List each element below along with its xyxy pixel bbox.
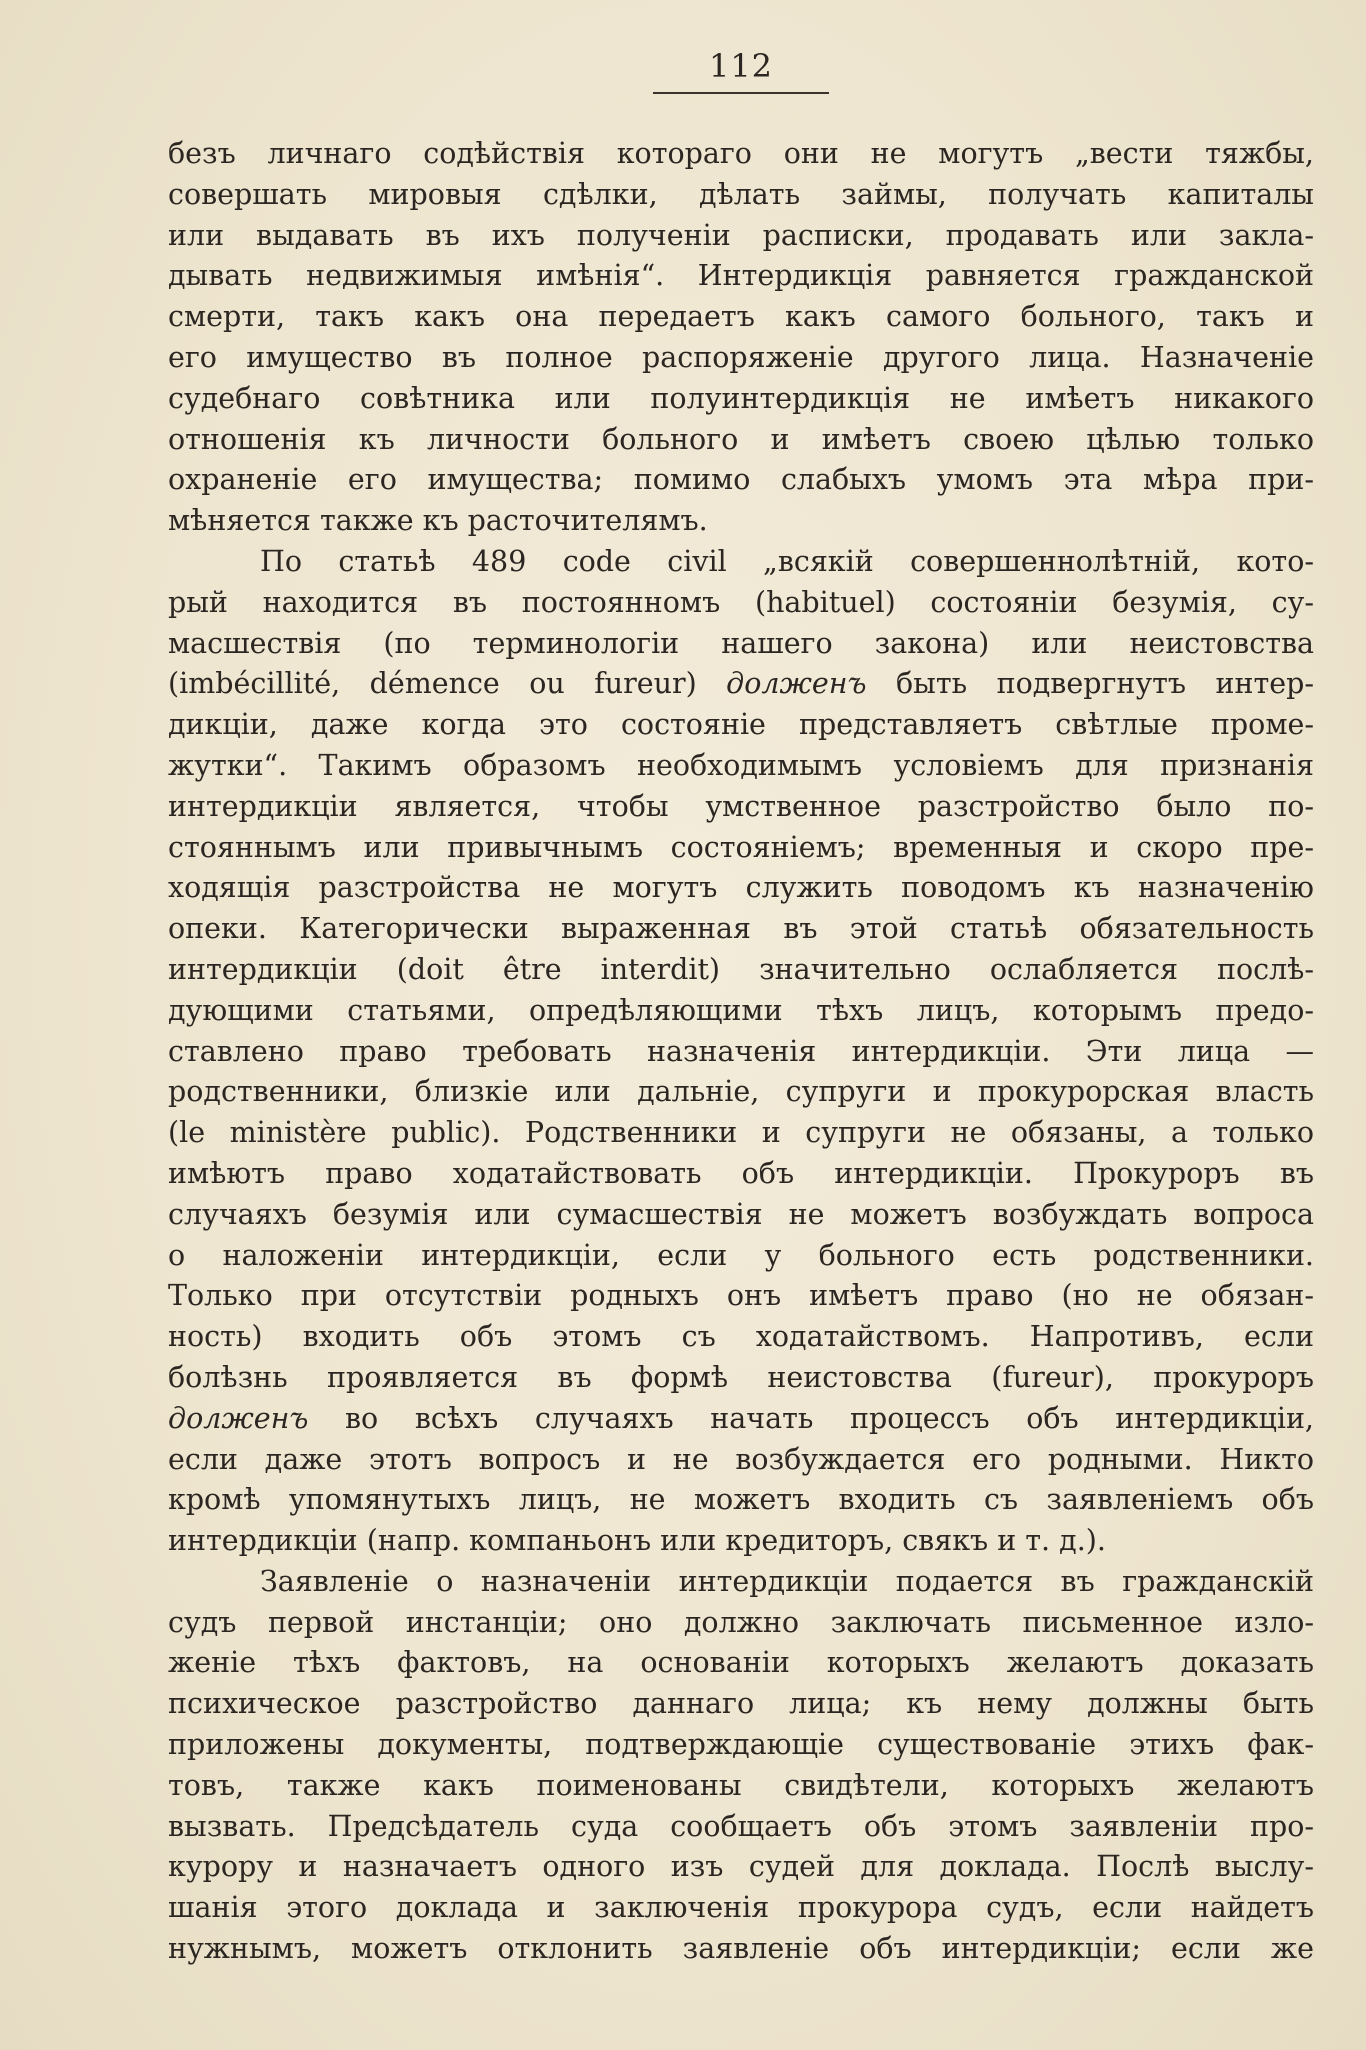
text-line: если даже этотъ вопросъ и не возбуждается его родными. Никто <box>168 1442 1314 1476</box>
text-line: интердикціи (doit être interdit) значительно ослабляется послѣ- <box>168 952 1314 986</box>
text-line: дующими статьями, опредѣляющими тѣхъ лицъ, которымъ предо- <box>168 993 1314 1027</box>
body-text <box>168 134 1314 1970</box>
text-line: ность) входить объ этомъ съ ходатайствомъ. Напротивъ, если <box>168 1320 1314 1354</box>
text-line: смерти, такъ какъ она передаетъ какъ самого больного, такъ и <box>168 300 1314 334</box>
text-line: отношенія къ личности больного и имѣетъ своею цѣлью только <box>168 422 1314 456</box>
page-number: 112 <box>708 47 774 85</box>
text-line: совершать мировыя сдѣлки, дѣлать займы, получать капиталы <box>168 177 1314 211</box>
text-line: кромѣ упомянутыхъ лицъ, не можетъ входить съ заявленіемъ объ <box>168 1483 1314 1517</box>
text-line: товъ, также какъ поименованы свидѣтели, которыхъ желаютъ <box>168 1768 1314 1802</box>
text-line: опеки. Категорически выраженная въ этой статьѣ обязательность <box>168 912 1314 946</box>
text-line: ходящія разстройства не могутъ служить поводомъ къ назначенію <box>168 871 1314 905</box>
text-line: безъ личнаго содѣйствія котораго они не могутъ „вести тяжбы, <box>168 137 1314 170</box>
text-line: (le ministère public). Родственники и супруги не обязаны, а только <box>168 1116 1314 1150</box>
text-line: долженъ во всѣхъ случаяхъ начать процессъ объ интердикціи, <box>168 1401 1314 1435</box>
text-line: родственники, близкіе или дальніе, супруги и прокурорская власть <box>168 1075 1314 1109</box>
text-line: дикціи, даже когда это состояніе представляетъ свѣтлые проме- <box>168 708 1314 742</box>
text-line: мѣняется также къ расточителямъ. <box>168 504 708 538</box>
text-line: о наложеніи интердикціи, если у больного есть родственники. <box>168 1238 1314 1272</box>
text-line: интердикціи является, чтобы умственное разстройство было по- <box>168 789 1314 823</box>
text-line: жутки“. Такимъ образомъ необходимымъ условіемъ для признанія <box>168 748 1314 782</box>
text-line: случаяхъ безумія или сумасшествія не можетъ возбуждать вопроса <box>168 1197 1314 1231</box>
text-line: его имущество въ полное распоряженіе другого лица. Назначеніе <box>168 340 1314 374</box>
text-line: рый находится въ постоянномъ (habituel) состояніи безумія, су- <box>168 585 1314 619</box>
text-line: судъ первой инстанціи; оно должно заключать письменное изло- <box>168 1605 1314 1639</box>
text-line: или выдавать въ ихъ полученіи расписки, продавать или закла- <box>168 218 1314 252</box>
text-line: Только при отсутствіи родныхъ онъ имѣетъ право (но не обязан- <box>168 1279 1314 1313</box>
text-line: ставлено право требовать назначенія интердикціи. Эти лица — <box>168 1034 1314 1068</box>
text-line: судебнаго совѣтника или полуинтердикція не имѣетъ никакого <box>168 381 1314 415</box>
paragraph-3 <box>168 1562 1314 1970</box>
page-header <box>653 46 829 94</box>
text-line: женіе тѣхъ фактовъ, на основаніи которыхъ желаютъ доказать <box>168 1646 1314 1680</box>
text-line: нужнымъ, можетъ отклонить заявленіе объ интердикціи; если же <box>168 1932 1314 1966</box>
text-line: стояннымъ или привычнымъ состояніемъ; временныя и скоро пре- <box>168 830 1314 864</box>
text-line: имѣютъ право ходатайствовать объ интердикціи. Прокуроръ въ <box>168 1156 1314 1190</box>
header-rule <box>653 92 829 94</box>
text-line: вызвать. Предсѣдатель суда сообщаетъ объ этомъ заявленіи про- <box>168 1809 1314 1843</box>
text-line: дывать недвижимыя имѣнія“. Интердикція равняется гражданской <box>168 259 1314 293</box>
text-line: По статьѣ 489 code civil „всякій совершеннолѣтній, кото- <box>260 544 1314 578</box>
text-line: интердикціи (напр. компаньонъ или кредиторъ, свякъ и т. д.). <box>168 1524 1106 1558</box>
text-line: масшествія (по терминологіи нашего закона) или неистовства <box>168 626 1314 660</box>
text-line: шанія этого доклада и заключенія прокурора судъ, если найдетъ <box>168 1891 1314 1925</box>
text-line: (imbécillité, démence ou fureur) долженъ быть подвергнутъ интер- <box>168 667 1314 701</box>
text-line: охраненіе его имущества; помимо слабыхъ умомъ эта мѣра при- <box>168 463 1314 497</box>
text-line: приложены документы, подтверждающіе существованіе этихъ фак- <box>168 1728 1314 1762</box>
text-line: болѣзнь проявляется въ формѣ неистовства (fureur), прокуроръ <box>168 1360 1314 1394</box>
text-line: психическое разстройство даннаго лица; къ нему должны быть <box>168 1687 1314 1721</box>
text-line: курору и назначаетъ одного изъ судей для доклада. Послѣ выслу- <box>168 1850 1314 1884</box>
text-line: Заявленіе о назначеніи интердикціи подается въ гражданскій <box>260 1564 1314 1598</box>
paragraph-2 <box>168 542 1314 1562</box>
paragraph-1 <box>168 134 1314 542</box>
